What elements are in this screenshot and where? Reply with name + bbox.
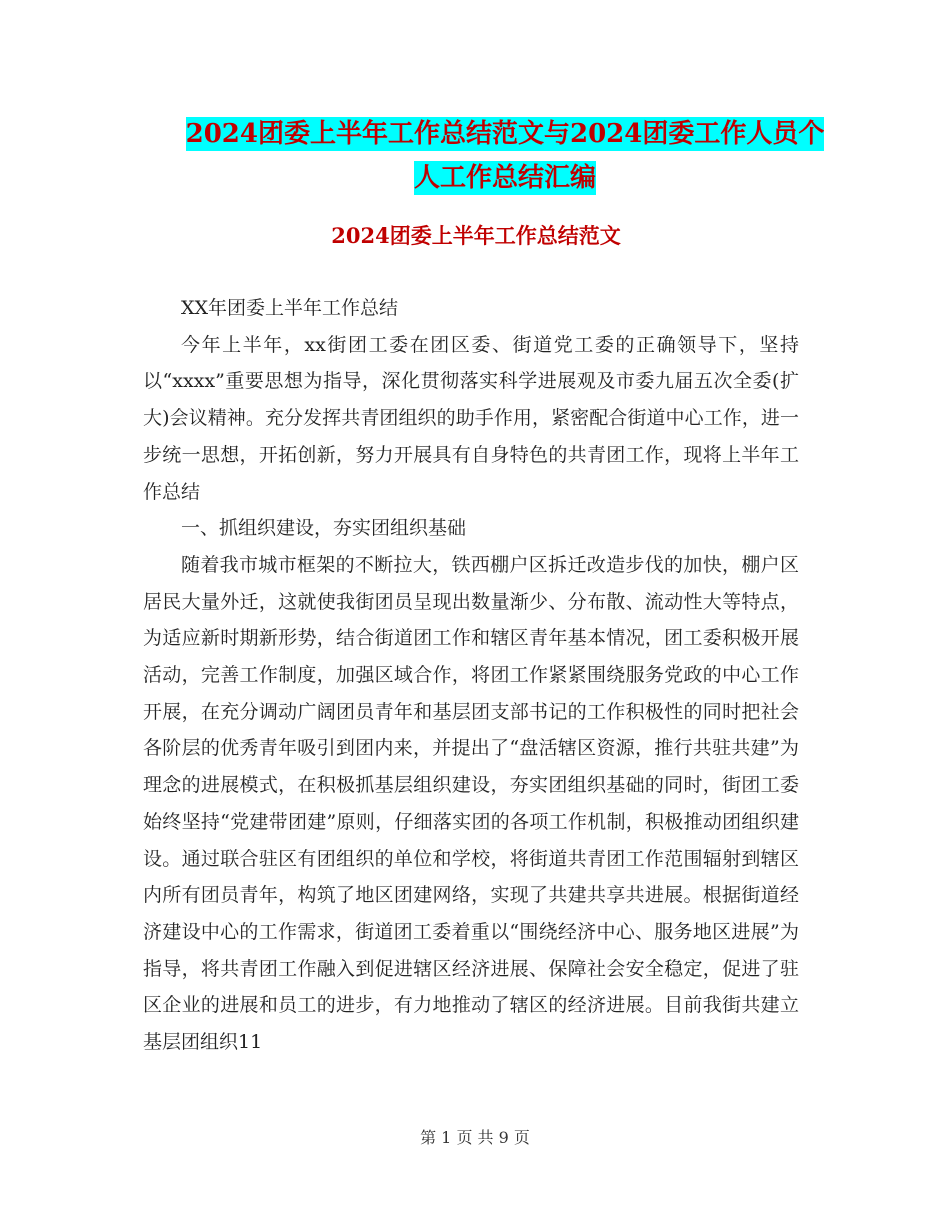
paragraph-heading: 一、抓组织建设，夯实团组织基础	[181, 517, 467, 540]
document-title	[100, 112, 910, 200]
page-footer: 第 1 页 共 9 页	[420, 1128, 530, 1147]
paragraph: XX年团委上半年工作总结	[181, 297, 399, 319]
paragraph: 今年上半年，xx街团工委在团区委、街道党工委的正确领导下，坚持以“xxxx”重要思想为指导，深化贯彻落实科学进展观及市委九届五次全委(扩大)会议精神。充分发挥共青团组织的助手作用，紧密配合街道中心工作，进一步统一思想，开拓创新，努力开展具有自身特色的共青团工作，现将上半年工作总结	[143, 333, 799, 503]
paragraph: 随着我市城市框架的不断拉大，铁西棚户区拆迁改造步伐的加快，棚户区居民大量外迁，这就使我街团员呈现出数量渐少、分布散、流动性大等特点，为适应新时期新形势，结合街道团工作和辖区青年基本情况，团工委积极开展活动，完善工作制度，加强区域合作，将团工作紧紧围绕服务党政的中心工作开展，在充分调动广阔团员青年和基层团支部书记的工作积极性的同时把社会各阶层的优秀青年吸引到团内来，并提出了“盘活辖区资源，推行共驻共建”为理念的进展模式，在积极抓基层组织建设，夯实团组织基础的同时，街团工委始终坚持“党建带团建”原则，仔细落实团的各项工作机制，积极推动团组织建设。通过联合驻区有团组织的单位和学校，将街道共青团工作范围辐射到辖区内所有团员青年，构筑了地区团建网络，实现了共建共享共进展。根据街道经济建设中心的工作需求，街道团工委着重以“围绕经济中心、服务地区进展”为指导，将共青团工作融入到促进辖区经济进展、保障社会安全稳定，促进了驻区企业的进展和员工的进步，有力地推动了辖区的经济进展。目前我街共建立基层团组织11	[143, 553, 799, 1054]
section-title: 2024团委上半年工作总结范文	[331, 223, 621, 248]
document-body	[143, 290, 799, 1061]
document-title-line1: 2024团委上半年工作总结范文与2024团委工作人员个	[185, 119, 825, 149]
document-title-line2: 人工作总结汇编	[413, 163, 596, 193]
